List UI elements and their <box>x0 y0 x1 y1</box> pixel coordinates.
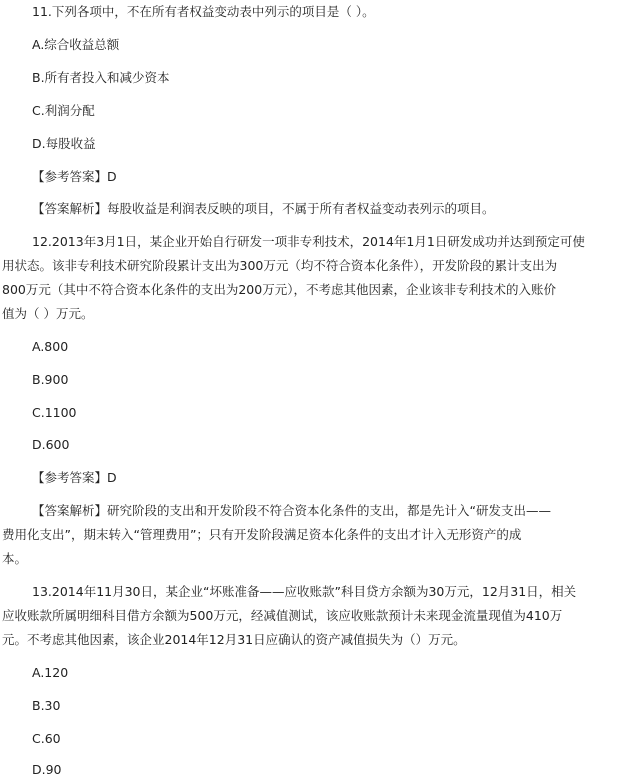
answer-label: 【参考答案】 <box>32 169 108 184</box>
question-13-stem-line-3: 元。不考虑其他因素，该企业2014年12月31日应确认的资产减值损失为（）万元。 <box>2 632 466 647</box>
question-12-stem-line-1: 12.2013年3月1日，某企业开始自行研发一项非专利技术，2014年1月1日研发成功并达到预定可使 <box>32 234 585 249</box>
question-11-answer <box>32 169 117 185</box>
question-13-option-c: C.60 <box>32 731 61 746</box>
analysis-label: 【答案解析】 <box>32 201 108 216</box>
question-12-stem-line-2: 用状态。该非专利技术研究阶段累计支出为300万元（均不符合资本化条件），开发阶段的累计支出为 <box>2 258 558 273</box>
question-11-analysis <box>32 201 495 217</box>
analysis-text: 研究阶段的支出和开发阶段不符合资本化条件的支出，都是先计入“研发支出—— <box>107 503 551 518</box>
answer-label: 【参考答案】 <box>32 470 108 485</box>
question-12-stem-line-4: 值为（ ）万元。 <box>2 306 94 321</box>
question-11-option-c: C.利润分配 <box>32 103 95 118</box>
question-12-answer <box>32 470 117 486</box>
question-12-option-c: C.1100 <box>32 405 77 420</box>
answer-value: D <box>107 169 117 184</box>
question-11-stem: 11.下列各项中，不在所有者权益变动表中列示的项目是（ ）。 <box>32 4 375 19</box>
question-13-option-a: A.120 <box>32 665 69 680</box>
question-12-analysis-line-2: 费用化支出”，期末转入“管理费用”；只有开发阶段满足资本化条件的支出才计入无形资产的成 <box>2 527 522 542</box>
question-13-stem-line-1: 13.2014年11月30日，某企业“坏账准备——应收账款”科目贷方余额为30万元，12月31日，相关 <box>32 584 577 599</box>
question-12-option-d: D.600 <box>32 437 70 452</box>
question-13-stem-line-2: 应收账款所属明细科目借方余额为500万元，经减值测试，该应收账款预计未来现金流量现值为410万 <box>2 608 563 623</box>
question-13-option-b: B.30 <box>32 698 61 713</box>
question-11-option-b: B.所有者投入和减少资本 <box>32 70 170 85</box>
question-12-analysis-line-1 <box>32 503 551 519</box>
analysis-label: 【答案解析】 <box>32 503 108 518</box>
analysis-text: 每股收益是利润表反映的项目，不属于所有者权益变动表列示的项目。 <box>107 201 495 216</box>
answer-value: D <box>107 470 117 485</box>
question-12-option-a: A.800 <box>32 339 69 354</box>
question-11-option-d: D.每股收益 <box>32 136 96 151</box>
question-12-option-b: B.900 <box>32 372 69 387</box>
question-12-stem-line-3: 800万元（其中不符合资本化条件的支出为200万元），不考虑其他因素，企业该非专利技术的入账价 <box>2 282 556 297</box>
question-13-option-d: D.90 <box>32 762 62 777</box>
question-12-analysis-line-3: 本。 <box>2 551 28 566</box>
question-11-option-a: A.综合收益总额 <box>32 37 120 52</box>
